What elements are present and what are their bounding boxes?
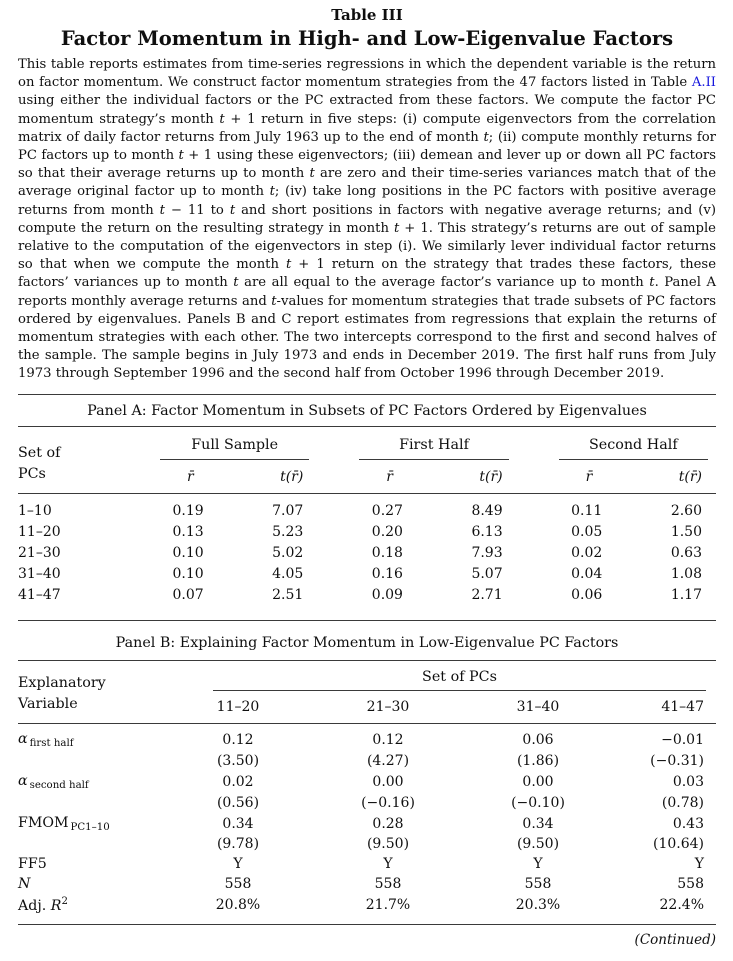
text-segment: This table reports estimates from time-series regressions in which the dependent variable is the return on factor momentum. We construct factor momentum strategies from the 47 factors listed in Table [18,57,716,91]
row-label [18,854,163,874]
cell: (0.56) [216,794,260,811]
text-segment: are zero and their time-series variances match that of the average original factor up to month [18,166,716,200]
table-number: Table III [331,6,403,24]
row-label [18,793,163,813]
cell: (−0.31) [650,753,704,770]
cell: 0.11 [571,502,603,519]
cell: 7.93 [471,545,503,562]
group-second-half [517,427,716,460]
cell: 8.49 [471,502,503,519]
cell: 6.13 [471,523,503,540]
cell: 1.08 [670,566,702,583]
group-label: First Half [359,437,508,460]
math-var: α [18,772,28,789]
cell: 7.07 [272,502,304,519]
cell: 2.51 [272,587,304,604]
divider [18,394,716,395]
cell: (0.78) [661,794,704,811]
cell: 0.20 [371,523,403,540]
panel-b-group-row [18,661,716,691]
cell: Y [533,856,543,873]
group-first-half [317,427,516,460]
text-segment: FMOM [18,814,69,831]
t-rbar-header: t(r̄) [417,460,517,494]
cell: 31–40 [18,566,61,583]
rbar-header: r̄ [517,460,617,494]
cell: 558 [374,875,402,892]
cell: Y [383,856,393,873]
cell: 0.43 [672,815,704,832]
table-row [18,894,716,916]
cell: 558 [524,875,552,892]
set-of-pcs-header [18,427,118,494]
text-segment: − 11 to [164,202,230,218]
cell: 0.05 [571,523,603,540]
cell: (9.78) [216,836,260,853]
cell: 0.34 [222,815,254,832]
row-label [18,751,163,771]
group-full-sample [118,427,317,460]
text-segment: are all equal to the average factor’s variance up to month [238,275,650,291]
page-title: Factor Momentum in High- and Low-Eigenvalue Factors [60,27,674,50]
math-var: α [18,731,28,748]
divider [18,620,716,621]
variable-label: Variable [18,696,78,713]
table-row [18,813,716,835]
math-var: t [178,148,184,164]
cell: 5.23 [272,523,304,540]
table-description [18,56,716,384]
text-segment: using either the individual factors or the PC extracted from these factors. We compute the factor PC momentum strategy’s month [18,93,716,127]
cell: 0.12 [372,732,404,749]
row-label [18,724,163,751]
row-label [18,834,163,854]
cell: 5.07 [471,566,503,583]
cell: 0.28 [372,815,404,832]
cell: 0.63 [670,545,702,562]
table-row [18,521,716,542]
cell: 0.02 [571,545,603,562]
set-of-label: Set of [18,444,61,461]
cell: 0.06 [522,732,554,749]
math-var: t [271,293,277,309]
subscript: second half [29,779,89,791]
cell: 0.19 [172,502,204,519]
cell: 558 [224,875,252,892]
cell: 558 [677,875,704,892]
cell: (−0.16) [361,794,415,811]
cell: 0.03 [672,773,704,790]
cell: 0.09 [371,587,403,604]
math-var: t [159,202,165,218]
cell: 0.27 [371,502,403,519]
cell: 22.4% [659,896,704,913]
math-var: t [483,129,489,145]
rbar-header: r̄ [118,460,218,494]
panel-b-table [18,661,716,915]
text-segment: ; (iv) take long positions in the PC factors with positive average returns from month [18,184,717,218]
text-segment: ; (ii) compute monthly returns for PC factors up to month [18,129,716,164]
cell: 0.04 [571,566,603,583]
math-var: t [649,275,655,291]
continued-note: (Continued) [634,931,716,948]
math-var: t [269,184,275,200]
cell: 11–20 [18,523,61,540]
panel-a-title: Panel A: Factor Momentum in Subsets of PC Factors Ordered by Eigenvalues [87,402,647,419]
cell: 0.12 [222,732,254,749]
cell: 4.05 [272,566,304,583]
text-segment: + 1 return on the strategy that trades these factors, these factors’ variances up to month [18,257,717,291]
cell: (1.86) [516,753,560,770]
cell: 20.8% [215,896,261,913]
row-label [18,813,163,835]
inline-link[interactable]: A.II [691,75,716,91]
table-row-tstats [18,751,716,771]
cell: 0.10 [172,545,204,562]
table-row-tstats [18,834,716,854]
text-segment: + 1. This strategy’s returns are out of sample relative to the computation of the eigenvectors in step (i). We similarly lever individual factor returns so that when we compute the month [18,220,716,273]
cell: (9.50) [366,836,410,853]
cell: 1–10 [18,502,52,519]
cell: 21.7% [365,896,411,913]
table-row [18,771,716,793]
cell: 1.17 [670,587,702,604]
cell: 5.02 [272,545,304,562]
math-var: R [50,897,62,914]
text-segment: + 1 using these eigenvectors; (iii) demean and lever up or down all PC factors so that their average returns up to month [18,148,716,182]
panel-b-title: Panel B: Explaining Factor Momentum in Low-Eigenvalue PC Factors [115,635,619,652]
cell: 0.00 [522,773,554,790]
text-segment: Adj. [18,897,51,914]
cell: Y [233,856,243,873]
table-row [18,724,716,751]
cell: 2.60 [670,502,702,519]
table-row [18,542,716,563]
text-segment: and short positions in factors with negative average returns; and (v) compute the return on the resulting strategy in month [18,202,716,236]
superscript: 2 [61,895,68,907]
col-header: 11–20 [163,691,313,724]
cell: 0.16 [371,566,403,583]
math-var: t [285,257,292,273]
row-label [18,874,163,894]
divider [18,924,716,925]
rbar-header: r̄ [317,460,417,494]
cell: 0.18 [371,545,403,562]
cell: −0.01 [661,732,704,749]
cell: Y [694,856,704,873]
panel-a-group-row [18,427,716,460]
cell: 0.34 [522,815,554,832]
text-segment: FF5 [18,856,47,873]
group-set-of-pcs [163,661,716,691]
pcs-label: PCs [18,465,46,482]
cell: (−0.10) [511,794,565,811]
explanatory-label: Explanatory [18,675,106,692]
group-label: Set of PCs [213,669,706,691]
math-var: t [219,111,225,127]
cell: 41–47 [18,587,61,604]
cell: (4.27) [366,753,410,770]
table-row [18,493,716,521]
cell: 0.06 [571,587,603,604]
col-header: 31–40 [463,691,613,724]
cell: 0.13 [172,523,204,540]
math-var: t [229,202,236,218]
t-rbar-header: t(r̄) [616,460,716,494]
cell: 0.00 [372,773,404,790]
table-row [18,874,716,894]
panel-a-table [18,427,716,609]
cell: (3.50) [216,753,260,770]
row-label [18,894,163,916]
cell: 1.50 [670,523,702,540]
math-var: t [393,220,400,236]
text-segment: -values for momentum strategies that trade subsets of PC factors ordered by eigenvalues. Panels B and C report estimates from regressions that explain the returns of momentum strategies with each other. The two intercepts correspond to the first and second halves of the sample. The sample begins in July 1973 and ends in December 2019. The first half runs from July 1973 through September 1996 and the second half from October 1996 through December 2019. [18,293,716,382]
text-segment: + 1 return in five steps: (i) compute eigenvectors from the correlation matrix of daily factor returns from July 1963 up to the end of month [18,111,716,145]
table-row [18,854,716,874]
cell: 2.71 [471,587,503,604]
group-label: Full Sample [160,437,309,460]
math-var: t [309,166,315,182]
panel-a-subheader-row [18,460,716,494]
t-rbar-header: t(r̄) [218,460,318,494]
cell: 0.02 [222,773,254,790]
cell: (9.50) [516,836,560,853]
subscript: first half [29,738,74,750]
group-label: Second Half [559,437,708,460]
cell: (10.64) [652,836,704,853]
math-var: N [18,875,31,892]
table-row [18,585,716,609]
cell: 0.10 [172,566,204,583]
col-header: 41–47 [613,691,716,724]
col-header: 21–30 [313,691,463,724]
cell: 21–30 [18,545,61,562]
cell: 0.07 [172,587,204,604]
table-row-tstats [18,793,716,813]
table-row [18,564,716,585]
cell: 20.3% [515,896,561,913]
subscript: PC1–10 [70,821,110,833]
text-segment: . Panel A reports monthly average returns and [18,275,716,309]
explanatory-variable-header [18,661,163,724]
math-var: t [233,275,239,291]
row-label [18,771,163,793]
